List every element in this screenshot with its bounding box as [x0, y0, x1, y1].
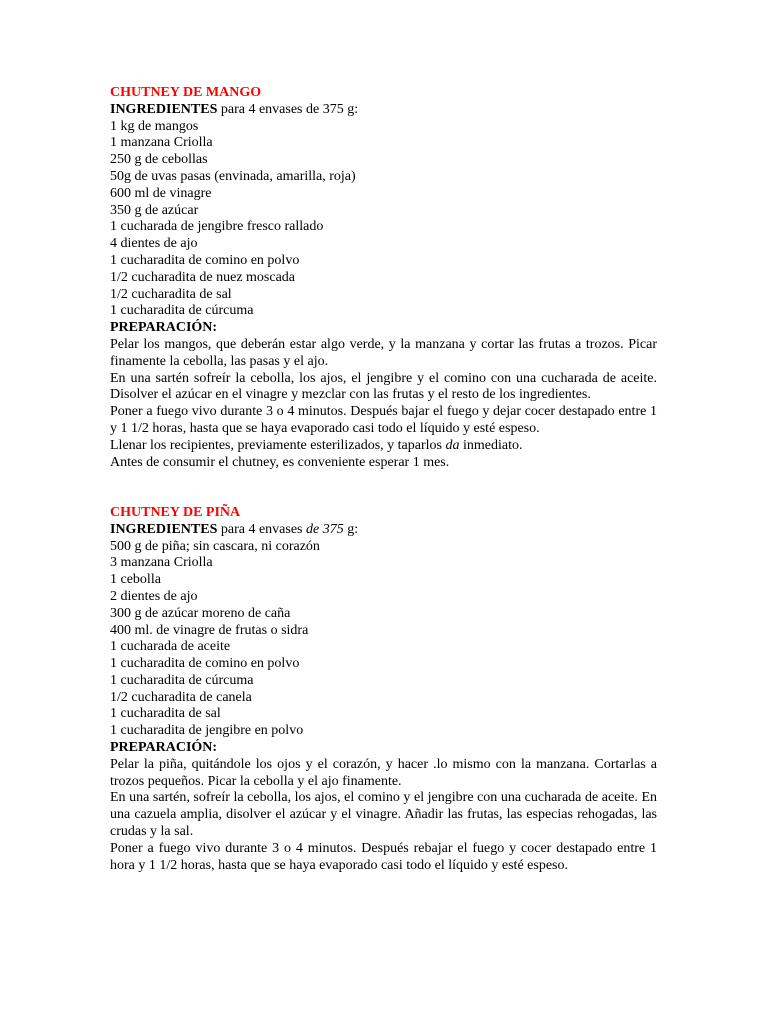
ingredient-item: 1/2 cucharadita de nuez moscada — [110, 269, 296, 285]
ingredient-item: 1/2 cucharadita de canela — [110, 689, 252, 705]
ingredient-item: 400 ml. de vinagre de frutas o sidra — [110, 622, 309, 638]
ingredient-item: 3 manzana Criolla — [110, 555, 213, 571]
ingredient-item: 1 cucharadita de cúrcuma — [110, 303, 254, 319]
ingredient-item: 250 g de cebollas — [110, 152, 208, 168]
step-text: inmediato. — [459, 437, 523, 453]
ingredient-item: 500 g de piña; sin cascara, ni corazón — [110, 538, 320, 554]
ingredient-item: 50g de uvas pasas (envinada, amarilla, roja) — [110, 168, 356, 184]
ingredient-item: 600 ml de vinagre — [110, 185, 212, 201]
ingredient-item: 1 kg de mangos — [110, 118, 199, 134]
ingredient-item: 1 cucharada de aceite — [110, 639, 231, 655]
ingredients-subtitle: para 4 envases — [217, 521, 307, 537]
document-page — [110, 85, 657, 874]
ingredients-list — [110, 539, 657, 741]
ingredients-heading-line — [110, 102, 657, 119]
ingredient-item: 350 g de azúcar — [110, 202, 199, 218]
ingredients-heading: INGREDIENTES — [110, 521, 218, 537]
preparation-step: Poner a fuego vivo durante 3 o 4 minutos. Después rebajar el fuego y cocer destapado entre 1 hora y 1 1/2 horas, hasta que se haya evaporado casi todo el líquido y esté espeso. — [110, 840, 657, 873]
ingredient-item: 1 cucharada de jengibre fresco rallado — [110, 219, 324, 235]
ingredient-item: 1 cucharadita de cúrcuma — [110, 672, 254, 688]
ingredient-item: 1 manzana Criolla — [110, 135, 213, 151]
preparation-step — [110, 438, 657, 455]
ingredient-item: 300 g de azúcar moreno de caña — [110, 605, 291, 621]
preparation-heading: PREPARACIÓN: — [110, 320, 218, 336]
preparation-step: En una sartén sofreír la cebolla, los ajos, el jengibre y el comino con una cucharada de aceite. Disolver el azúcar en el vinagre y mezclar con las frutas y el resto de los ingredientes. — [110, 370, 657, 403]
step-italic-text: da — [445, 437, 460, 453]
preparation-heading: PREPARACIÓN: — [110, 740, 218, 756]
ingredient-item: 1 cucharadita de comino en polvo — [110, 656, 300, 672]
recipe-mango — [110, 85, 657, 471]
preparation-step: En una sartén, sofreír la cebolla, los ajos, el comino y el jengibre con una cucharada de aceite. En una cazuela amplia, disolver el azúcar y el vinagre. Añadir las frutas, las especias rehogadas, las crudas y la sal. — [110, 790, 657, 840]
ingredients-list — [110, 119, 657, 321]
recipe-title: CHUTNEY DE MANGO — [110, 85, 262, 100]
section-gap — [110, 471, 657, 505]
preparation-step: Antes de consumir el chutney, es conveniente esperar 1 mes. — [110, 454, 450, 470]
step-text: Llenar los recipientes, previamente esterilizados, y taparlos — [110, 437, 446, 453]
ingredient-item: 1 cucharadita de comino en polvo — [110, 252, 300, 268]
ingredient-item: 2 dientes de ajo — [110, 588, 198, 604]
ingredients-subtitle: para 4 envases de 375 g: — [217, 101, 359, 117]
ingredients-subtitle: g: — [343, 521, 359, 537]
ingredient-item: 1 cebolla — [110, 572, 161, 588]
preparation-step: Poner a fuego vivo durante 3 o 4 minutos. Después bajar el fuego y dejar cocer destapado entre 1 y 1 1/2 horas, hasta que se haya evaporado casi todo el líquido y esté espeso. — [110, 404, 657, 436]
preparation-step: Pelar los mangos, que deberán estar algo verde, y la manzana y cortar las frutas a trozos. Picar finamente la cebolla, las pasas y el ajo. — [110, 336, 657, 369]
ingredient-item: 1/2 cucharadita de sal — [110, 286, 232, 302]
ingredients-heading-line — [110, 522, 657, 539]
ingredients-subtitle-italic: de 375 — [306, 521, 344, 537]
ingredient-item: 1 cucharadita de sal — [110, 706, 221, 722]
preparation-step: Pelar la piña, quitándole los ojos y el corazón, y hacer .lo mismo con la manzana. Cortarlas a trozos pequeños. Picar la cebolla y el ajo finamente. — [110, 756, 657, 789]
ingredient-item: 4 dientes de ajo — [110, 236, 198, 252]
recipe-title: CHUTNEY DE PIÑA — [110, 504, 241, 520]
recipe-pina — [110, 505, 657, 875]
ingredient-item: 1 cucharadita de jengibre en polvo — [110, 723, 304, 739]
ingredients-heading: INGREDIENTES — [110, 101, 218, 117]
